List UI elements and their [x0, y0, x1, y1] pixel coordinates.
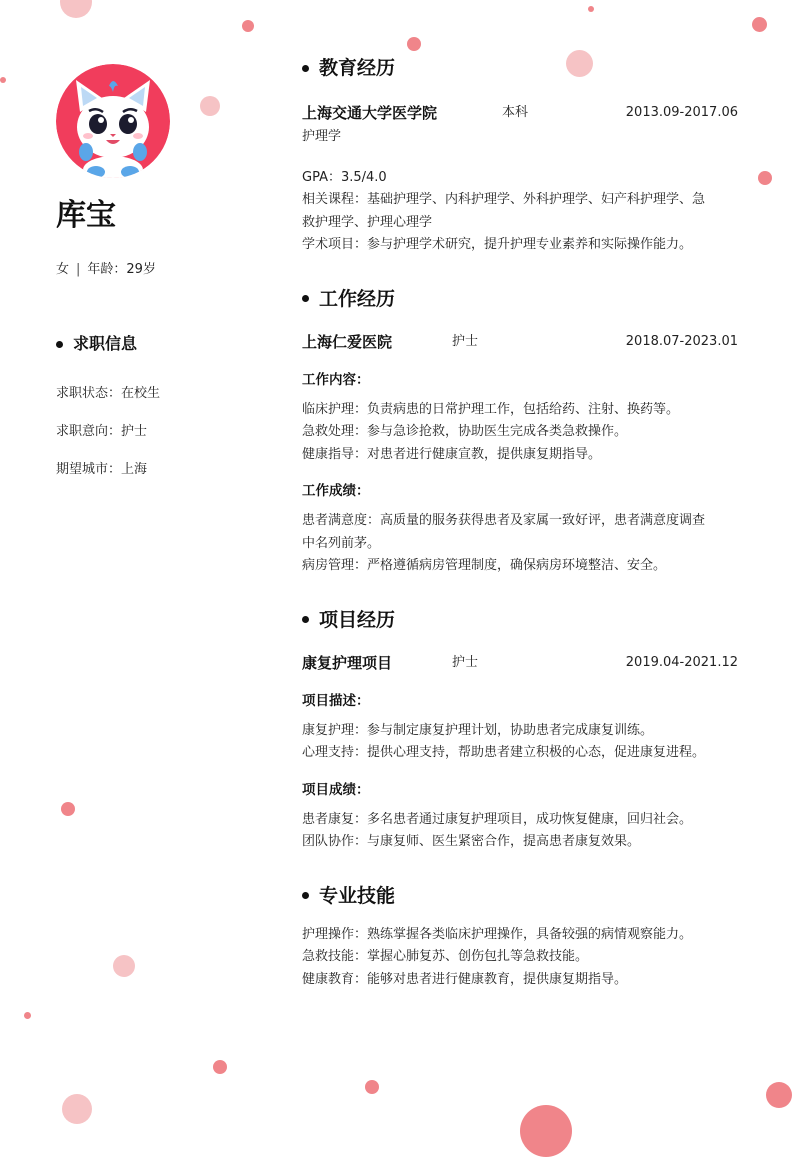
decor-dot	[588, 6, 594, 12]
age: 年龄：29岁	[87, 262, 156, 277]
bullet-icon	[302, 616, 309, 623]
work-content-title: 工作内容：	[302, 371, 370, 388]
skills-title: 专业技能	[319, 884, 396, 907]
skills-section	[302, 882, 738, 992]
project-desc-list	[302, 720, 738, 765]
job-city: 期望城市：上海	[56, 462, 148, 477]
bullet-icon	[302, 295, 309, 302]
project-name: 康复护理项目	[302, 653, 393, 672]
work-role: 护士	[452, 333, 479, 349]
education-entry-head	[302, 100, 738, 126]
skills-heading	[302, 882, 738, 910]
bullet-icon	[56, 341, 63, 348]
academic-project: 学术项目：参与护理学术研究，提升护理专业素养和实际操作能力。	[302, 237, 693, 252]
bullet-icon	[302, 892, 309, 899]
work-heading	[302, 285, 738, 313]
basic-info	[56, 260, 156, 280]
list-item: 心理支持：提供心理支持，帮助患者建立积极的心态，促进康复进程。	[302, 745, 706, 760]
decor-dot	[407, 37, 421, 51]
job-position: 求职意向：护士	[56, 424, 148, 439]
education-section	[302, 54, 738, 257]
project-achieve-title: 项目成绩：	[302, 781, 370, 798]
decor-dot	[0, 77, 6, 83]
decor-dot	[520, 1105, 572, 1157]
work-achieve-title: 工作成绩：	[302, 483, 370, 499]
project-section	[302, 606, 738, 854]
project-heading	[302, 606, 738, 634]
work-content-list	[302, 399, 738, 467]
list-item: 康复护理：参与制定康复护理计划，协助患者完成康复训练。	[302, 722, 654, 738]
list-item: 健康教育：能够对患者进行健康教育，提供康复期指导。	[302, 971, 628, 987]
courses-line: 相关课程：基础护理学、内科护理学、外科护理学、妇产科护理学、急	[302, 192, 706, 207]
list-item: 患者康复：多名患者通过康复护理项目，成功恢复健康，回归社会。	[302, 811, 693, 827]
decor-dot	[213, 1060, 227, 1074]
decor-dot	[62, 1094, 92, 1124]
project-role: 护士	[452, 654, 479, 670]
list-item: 急救技能：掌握心肺复苏、创伤包扎等急救技能。	[302, 949, 589, 964]
gender: 女	[56, 262, 70, 277]
work-entry-head	[302, 329, 738, 355]
list-item: 健康指导：对患者进行健康宣教，提供康复期指导。	[302, 446, 602, 462]
list-item: 急救处理：参与急诊抢救，协助医生完成各类急救操作。	[302, 424, 628, 439]
courses-line: 救护理学、护理心理学	[302, 214, 433, 230]
job-intent-heading	[56, 333, 137, 355]
education-title: 教育经历	[319, 57, 396, 79]
list-item: 患者满意度：高质量的服务获得患者及家属一致好评，患者满意度调查	[302, 513, 706, 528]
project-desc-title: 项目描述：	[302, 692, 370, 709]
decor-dot	[365, 1080, 379, 1094]
decor-dot	[113, 955, 135, 977]
cat-mascot-icon	[56, 64, 170, 178]
work-title: 工作经历	[319, 287, 396, 310]
list-item: 临床护理：负责病患的日常护理工作，包括给药、注射、换药等。	[302, 401, 680, 417]
decor-dot	[60, 0, 92, 18]
list-item: 病房管理：严格遵循病房管理制度，确保病房环境整洁、安全。	[302, 558, 667, 573]
list-item: 团队协作：与康复师、医生紧密合作，提高患者康复效果。	[302, 834, 641, 849]
work-period: 2018.07-2023.01	[625, 333, 738, 349]
resume-main	[302, 54, 738, 991]
skills-list	[302, 924, 738, 992]
company-name: 上海仁爱医院	[302, 332, 393, 351]
list-item: 护理操作：熟练掌握各类临床护理操作，具备较强的病情观察能力。	[302, 926, 693, 942]
gpa: GPA：3.5/4.0	[302, 169, 387, 185]
decor-dot	[242, 20, 254, 32]
job-intent-title: 求职信息	[73, 334, 138, 353]
separator: |	[76, 262, 81, 277]
project-period: 2019.04-2021.12	[625, 654, 738, 670]
project-title: 项目经历	[319, 608, 396, 631]
decor-dot	[758, 171, 772, 185]
decor-dot	[752, 17, 767, 32]
bullet-icon	[302, 65, 309, 72]
project-entry-head	[302, 650, 738, 676]
candidate-name: 库宝	[56, 198, 116, 233]
decor-dot	[766, 1082, 792, 1108]
work-achieve-list	[302, 510, 738, 578]
job-status: 求职状态：在校生	[56, 386, 161, 401]
list-item: 中名列前茅。	[302, 535, 381, 551]
avatar	[56, 64, 170, 178]
degree: 本科	[502, 105, 529, 120]
school-name: 上海交通大学医学院	[302, 104, 438, 122]
work-section	[302, 285, 738, 578]
job-intent-list	[56, 384, 160, 498]
decor-dot	[24, 1012, 31, 1019]
decor-dot	[61, 802, 75, 816]
major: 护理学	[302, 129, 342, 144]
education-heading	[302, 54, 738, 82]
project-achieve-list	[302, 809, 738, 854]
education-period: 2013.09-2017.06	[625, 105, 738, 120]
decor-dot	[200, 96, 220, 116]
